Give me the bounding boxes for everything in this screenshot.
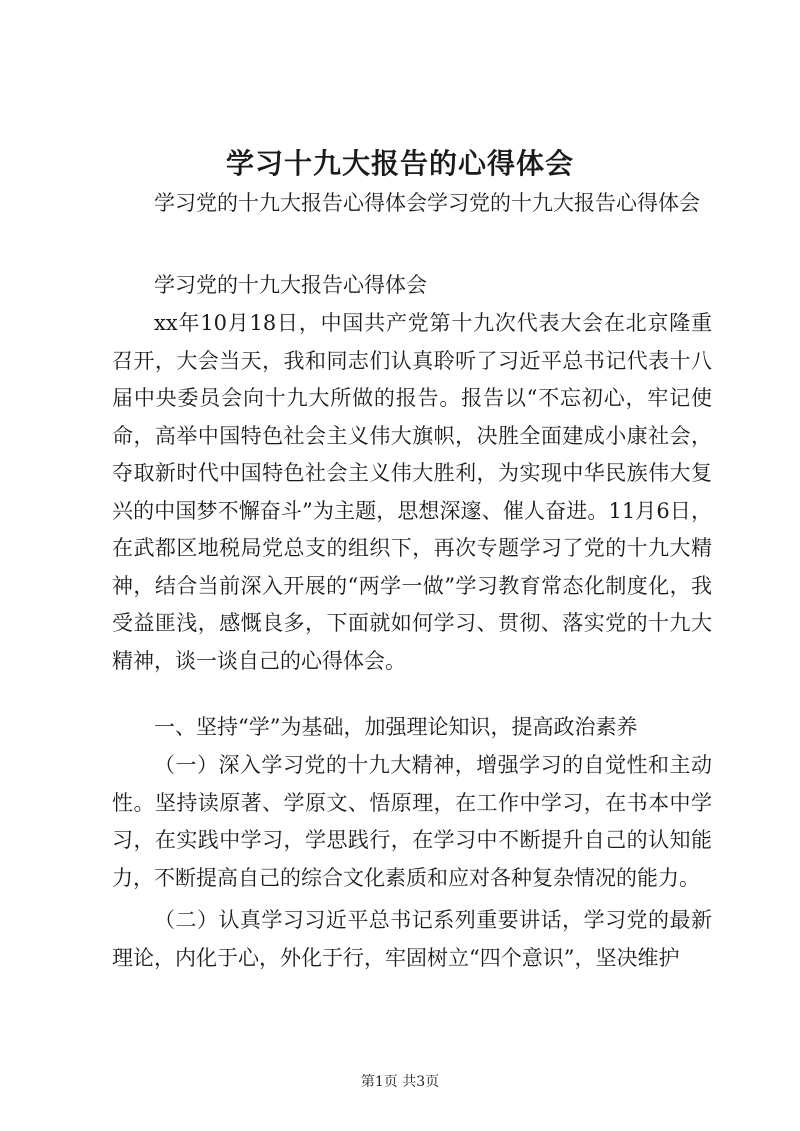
page-footer: 第1页 共3页 [360, 1074, 440, 1090]
document-title: 学习十九大报告的心得体会 [225, 147, 574, 180]
paragraph-2: 学习党的十九大报告心得体会 [154, 273, 427, 297]
paragraph-3: xx年10月18日，中国共产党第十九次代表大会在北京隆重召开，大会当天，我和同志们认真聆听了习近平总书记代表十八届中央委员会向十九大所做的报告。报告以“不忘初心，牢记使命，高举中国特色社会主义伟大旗帜，决胜全面建成小康社会，夺取新时代中国特色社会主义伟大胜利，为实现中华民族伟大复兴的中国梦不懈奋斗”为主题，思想深邃、催人奋进。11月6日，在武都区地税局党总支的组织下，再次专题学习了党的十九大精神，结合当前深入开展的“两学一做”学习教育常态化制度化，我受益匪浅，感慨良多，下面就如何学习、贯彻、落实党的十九大精神，谈一谈自己的心得体会。 [112, 311, 712, 673]
paragraph-1: 学习党的十九大报告心得体会学习党的十九大报告心得体会 [154, 191, 700, 215]
paragraph-4: （一）深入学习党的十九大精神，增强学习的自觉性和主动性。坚持读原著、学原文、悟原理，在工作中学习，在书本中学习，在实践中学习，学思践行，在学习中不断提升自己的认知能力，不断提高自己的综合文化素质和应对各种复杂情况的能力。 [112, 753, 712, 890]
paragraph-5: （二）认真学习习近平总书记系列重要讲话，学习党的最新理论，内化于心，外化于行，牢固树立“四个意识”，坚决维护 [112, 908, 712, 970]
section-heading-1: 一、坚持“学”为基础，加强理论知识，提高政治素养 [154, 715, 638, 739]
